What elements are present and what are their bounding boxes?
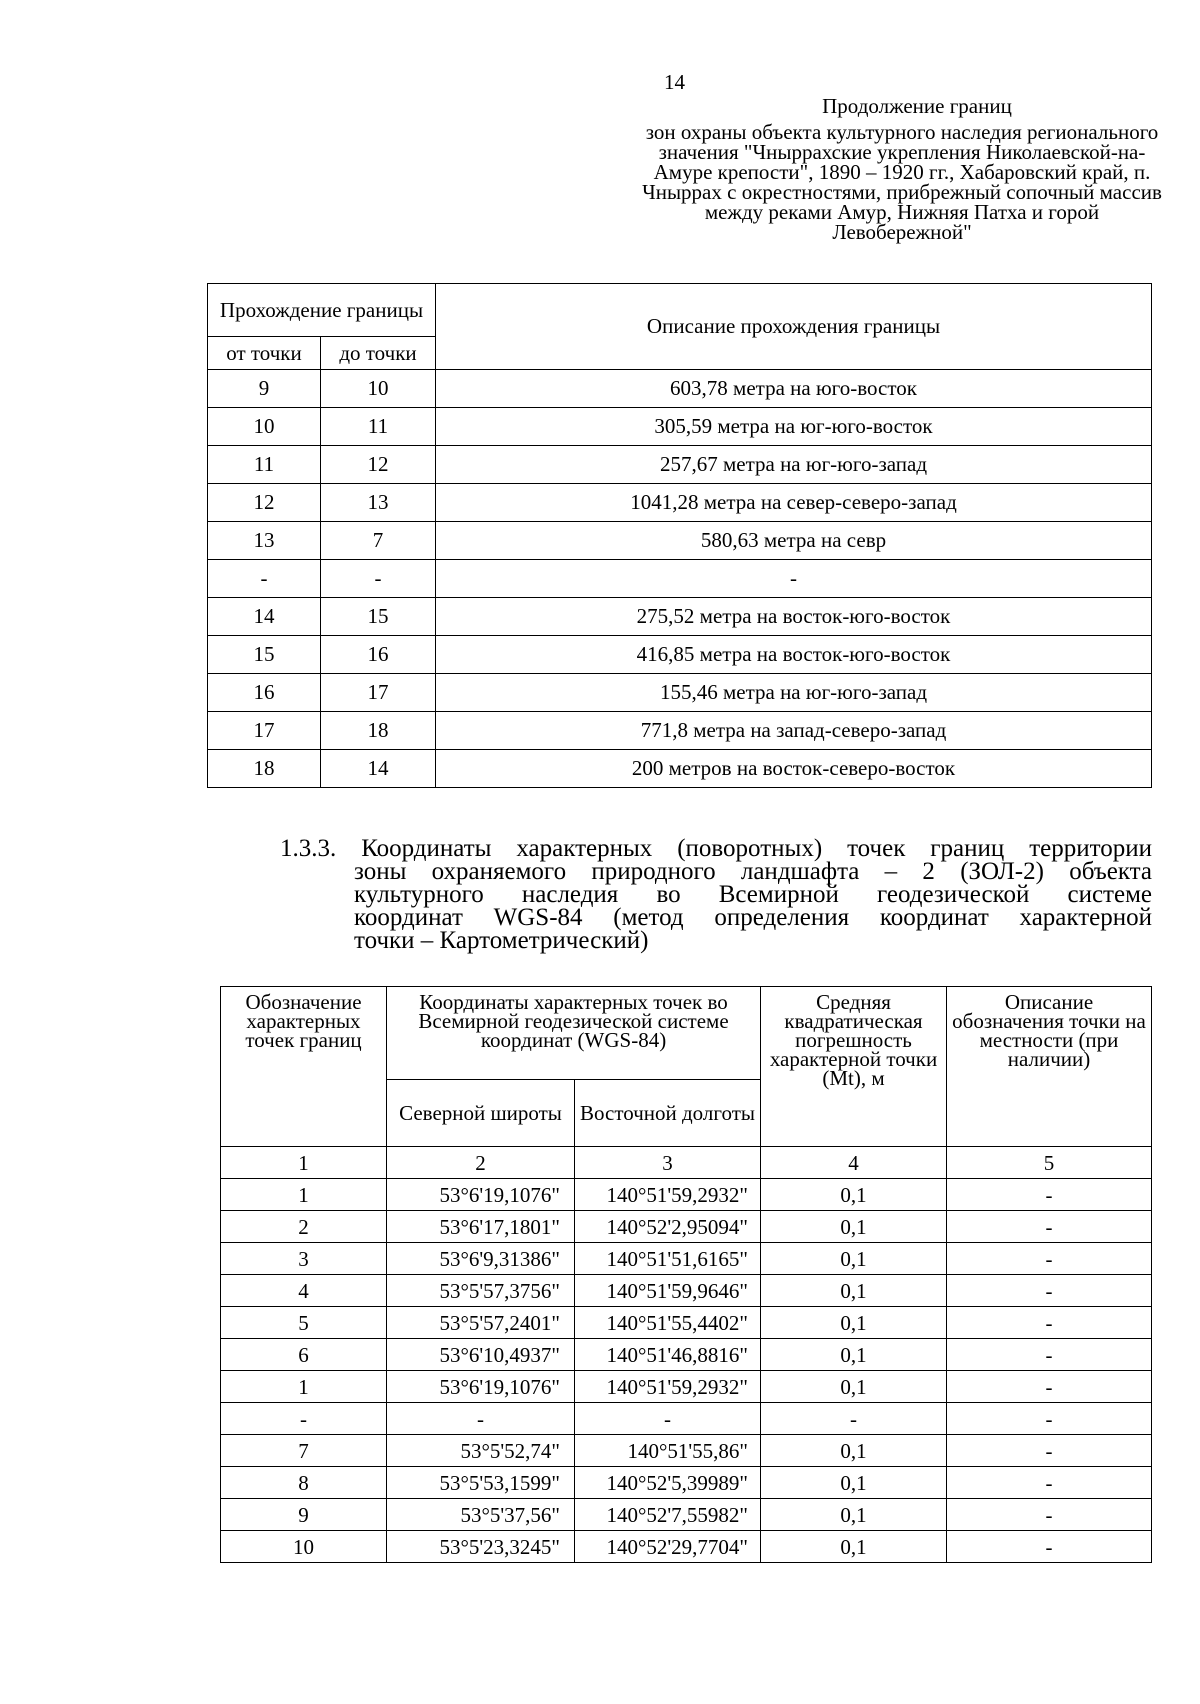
cell-north-latitude: 53°6'19,1076" xyxy=(387,1179,575,1211)
document-header xyxy=(640,96,1164,242)
table-row xyxy=(221,1211,1152,1243)
cell-error: 0,1 xyxy=(761,1531,947,1563)
cell-description: - xyxy=(947,1243,1152,1275)
header-body: зон охраны объекта культурного наследия регионального значения "Чныррахские укрепления Николаевской-на-Амуре крепости", 1890 – 1920 гг., Хабаровский край, п. Чныррах с окрестностями, прибрежный сопочный массив между реками Амур, Нижняя Патха и горой Левобережной" xyxy=(642,120,1162,244)
cell-from: 11 xyxy=(208,446,321,484)
cell-description: - xyxy=(947,1371,1152,1403)
cell-description: - xyxy=(947,1307,1152,1339)
table-row xyxy=(221,1499,1152,1531)
cell-east-longitude: 140°51'59,9646" xyxy=(575,1275,761,1307)
boundary-table xyxy=(207,283,1152,788)
table-row xyxy=(221,1531,1152,1563)
section-line-2: зоны охраняемого природного ландшафта – 2 (ЗОЛ-2) объекта xyxy=(354,858,1152,885)
table-row xyxy=(208,446,1152,484)
cell-error: 0,1 xyxy=(761,1211,947,1243)
cell-error: 0,1 xyxy=(761,1275,947,1307)
cell-north-latitude: 53°5'53,1599" xyxy=(387,1467,575,1499)
cell-from: 13 xyxy=(208,522,321,560)
cell-description: 580,63 метра на севр xyxy=(436,522,1152,560)
table-row xyxy=(208,674,1152,712)
cell-north-latitude: 53°5'57,2401" xyxy=(387,1307,575,1339)
cell-description: 257,67 метра на юг-юго-запад xyxy=(436,446,1152,484)
section-line-5: точки – Картометрический) xyxy=(354,927,649,954)
table-row xyxy=(208,636,1152,674)
cell-point: 4 xyxy=(221,1275,387,1307)
column-number: 1 xyxy=(221,1147,387,1179)
table-row xyxy=(221,1435,1152,1467)
cell-from: 14 xyxy=(208,598,321,636)
cell-east-longitude: 140°51'55,4402" xyxy=(575,1307,761,1339)
cell-from: - xyxy=(208,560,321,598)
cell-description: - xyxy=(947,1403,1152,1435)
section-line-1: 1.3.3. Координаты характерных (поворотных) точек границ территории xyxy=(280,835,1152,862)
cell-point: 7 xyxy=(221,1435,387,1467)
cell-point: 1 xyxy=(221,1179,387,1211)
cell-description: - xyxy=(947,1339,1152,1371)
head-north: Северной широты xyxy=(387,1080,575,1147)
cell-from: 9 xyxy=(208,370,321,408)
table-row xyxy=(221,1275,1152,1307)
cell-description: 200 метров на восток-северо-восток xyxy=(436,750,1152,788)
cell-to: 12 xyxy=(321,446,436,484)
coordinates-table xyxy=(220,986,1152,1563)
cell-east-longitude: 140°51'51,6165" xyxy=(575,1243,761,1275)
cell-to: 13 xyxy=(321,484,436,522)
cell-north-latitude: 53°5'52,74" xyxy=(387,1435,575,1467)
cell-east-longitude: 140°51'59,2932" xyxy=(575,1371,761,1403)
section-line-4: координат WGS-84 (метод определения координат характерной xyxy=(354,904,1152,931)
cell-east-longitude: 140°51'55,86" xyxy=(575,1435,761,1467)
cell-north-latitude: 53°6'19,1076" xyxy=(387,1371,575,1403)
cell-east-longitude: 140°51'59,2932" xyxy=(575,1179,761,1211)
table-row xyxy=(208,712,1152,750)
cell-to: 10 xyxy=(321,370,436,408)
column-number: 2 xyxy=(387,1147,575,1179)
cell-error: 0,1 xyxy=(761,1307,947,1339)
cell-point: 9 xyxy=(221,1499,387,1531)
head-group: Прохождение границы xyxy=(208,284,436,337)
table-row xyxy=(208,408,1152,446)
cell-error: 0,1 xyxy=(761,1179,947,1211)
cell-point: 1 xyxy=(221,1371,387,1403)
cell-description: 603,78 метра на юго-восток xyxy=(436,370,1152,408)
column-number: 5 xyxy=(947,1147,1152,1179)
cell-to: - xyxy=(321,560,436,598)
table-row xyxy=(221,1179,1152,1211)
head-point-description: Описание обозначения точки на местности (при наличии) xyxy=(947,987,1152,1147)
cell-description: 305,59 метра на юг-юго-восток xyxy=(436,408,1152,446)
cell-point: - xyxy=(221,1403,387,1435)
table-row xyxy=(208,750,1152,788)
cell-error: 0,1 xyxy=(761,1435,947,1467)
table-row xyxy=(221,1403,1152,1435)
cell-error: 0,1 xyxy=(761,1371,947,1403)
cell-east-longitude: 140°52'7,55982" xyxy=(575,1499,761,1531)
cell-east-longitude: 140°52'29,7704" xyxy=(575,1531,761,1563)
cell-north-latitude: 53°5'37,56" xyxy=(387,1499,575,1531)
table-row xyxy=(221,1339,1152,1371)
cell-to: 18 xyxy=(321,712,436,750)
table-row xyxy=(221,1371,1152,1403)
table-row xyxy=(208,484,1152,522)
table-row xyxy=(221,1307,1152,1339)
cell-north-latitude: - xyxy=(387,1403,575,1435)
cell-to: 7 xyxy=(321,522,436,560)
table-row xyxy=(221,1243,1152,1275)
page-number: 14 xyxy=(664,70,685,94)
cell-description: 416,85 метра на восток-юго-восток xyxy=(436,636,1152,674)
table-row xyxy=(208,522,1152,560)
head-from: от точки xyxy=(208,337,321,370)
cell-from: 18 xyxy=(208,750,321,788)
cell-description: - xyxy=(947,1179,1152,1211)
cell-from: 16 xyxy=(208,674,321,712)
cell-from: 15 xyxy=(208,636,321,674)
cell-north-latitude: 53°6'9,31386" xyxy=(387,1243,575,1275)
cell-description: - xyxy=(947,1275,1152,1307)
cell-east-longitude: 140°52'5,39989" xyxy=(575,1467,761,1499)
cell-north-latitude: 53°5'23,3245" xyxy=(387,1531,575,1563)
cell-error: 0,1 xyxy=(761,1499,947,1531)
cell-error: 0,1 xyxy=(761,1243,947,1275)
cell-description: 275,52 метра на восток-юго-восток xyxy=(436,598,1152,636)
cell-error: 0,1 xyxy=(761,1339,947,1371)
cell-to: 14 xyxy=(321,750,436,788)
cell-point: 3 xyxy=(221,1243,387,1275)
cell-north-latitude: 53°6'17,1801" xyxy=(387,1211,575,1243)
section-line-3: культурного наследия во Всемирной геодезической системе xyxy=(354,881,1152,908)
section-heading xyxy=(280,837,1152,952)
table-row xyxy=(208,370,1152,408)
cell-to: 17 xyxy=(321,674,436,712)
cell-east-longitude: - xyxy=(575,1403,761,1435)
cell-point: 6 xyxy=(221,1339,387,1371)
cell-from: 10 xyxy=(208,408,321,446)
cell-from: 12 xyxy=(208,484,321,522)
table-row xyxy=(221,1467,1152,1499)
header-title: Продолжение границ xyxy=(822,94,1012,118)
head-description: Описание прохождения границы xyxy=(436,284,1152,370)
cell-description: 155,46 метра на юг-юго-запад xyxy=(436,674,1152,712)
head-error: Средняя квадратическая погрешность характерной точки (Mt), м xyxy=(761,987,947,1147)
cell-description: - xyxy=(947,1467,1152,1499)
cell-to: 15 xyxy=(321,598,436,636)
cell-point: 5 xyxy=(221,1307,387,1339)
table-row xyxy=(208,560,1152,598)
cell-east-longitude: 140°51'46,8816" xyxy=(575,1339,761,1371)
column-number: 3 xyxy=(575,1147,761,1179)
cell-from: 17 xyxy=(208,712,321,750)
cell-description: 771,8 метра на запад-северо-запад xyxy=(436,712,1152,750)
cell-description: - xyxy=(947,1499,1152,1531)
head-to: до точки xyxy=(321,337,436,370)
cell-error: 0,1 xyxy=(761,1467,947,1499)
cell-point: 2 xyxy=(221,1211,387,1243)
cell-point: 10 xyxy=(221,1531,387,1563)
cell-east-longitude: 140°52'2,95094" xyxy=(575,1211,761,1243)
head-designation: Обозначение характерных точек границ xyxy=(221,987,387,1147)
cell-description: - xyxy=(436,560,1152,598)
head-coordinates: Координаты характерных точек во Всемирной геодезической системе координат (WGS-84) xyxy=(387,987,761,1080)
cell-description: - xyxy=(947,1531,1152,1563)
head-east: Восточной долготы xyxy=(575,1080,761,1147)
cell-description: - xyxy=(947,1435,1152,1467)
cell-to: 16 xyxy=(321,636,436,674)
cell-north-latitude: 53°5'57,3756" xyxy=(387,1275,575,1307)
cell-point: 8 xyxy=(221,1467,387,1499)
cell-description: 1041,28 метра на север-северо-запад xyxy=(436,484,1152,522)
column-number: 4 xyxy=(761,1147,947,1179)
cell-error: - xyxy=(761,1403,947,1435)
cell-north-latitude: 53°6'10,4937" xyxy=(387,1339,575,1371)
cell-description: - xyxy=(947,1211,1152,1243)
table-row xyxy=(208,598,1152,636)
cell-to: 11 xyxy=(321,408,436,446)
